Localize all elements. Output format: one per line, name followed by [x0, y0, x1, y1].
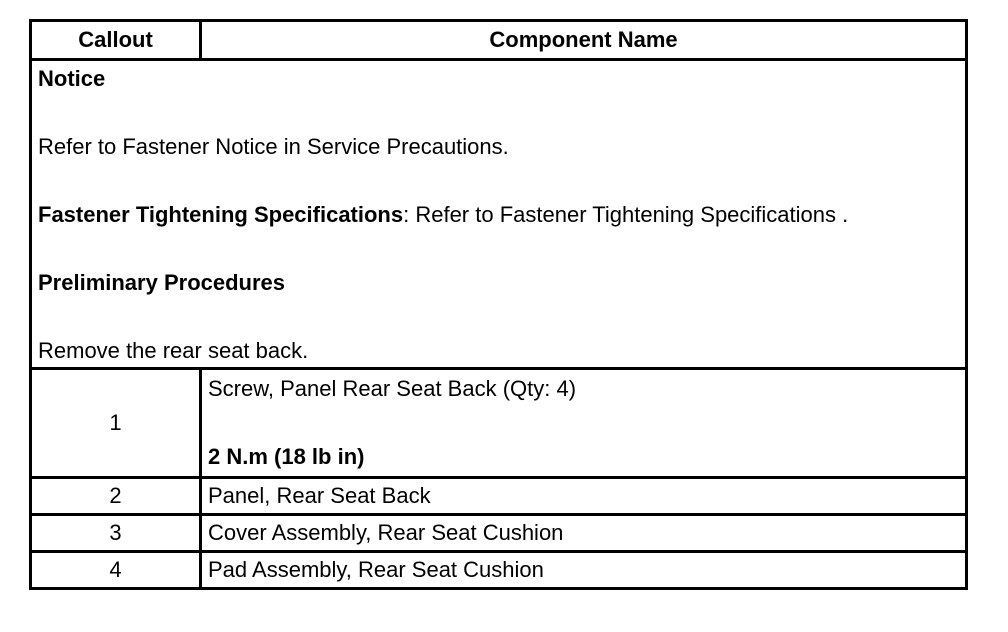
- component-table-wrapper: [29, 19, 968, 590]
- table-row: [31, 478, 967, 515]
- notice-cell: [31, 60, 967, 369]
- table-row: [31, 369, 967, 478]
- callout-cell: 4: [31, 552, 201, 589]
- component-table: [29, 19, 968, 590]
- fastener-spec-text: : Refer to Fastener Tightening Specifications .: [403, 202, 849, 227]
- preliminary-heading: Preliminary Procedures: [38, 270, 286, 295]
- header-callout: Callout: [31, 21, 201, 60]
- component-name: Cover Assembly, Rear Seat Cushion: [201, 515, 967, 552]
- header-row: [31, 21, 967, 60]
- fastener-spec-label: Fastener Tightening Specifications: [38, 202, 404, 227]
- callout-cell: 3: [31, 515, 201, 552]
- notice-text: Refer to Fastener Notice in Service Precautions.: [38, 134, 509, 159]
- component-name: Screw, Panel Rear Seat Back (Qty: 4): [208, 376, 577, 401]
- callout-cell: 1: [31, 369, 201, 478]
- fastener-spec-line: [38, 202, 959, 228]
- notice-row: [31, 60, 967, 369]
- component-name: Panel, Rear Seat Back: [201, 478, 967, 515]
- callout-cell: 2: [31, 478, 201, 515]
- header-component-name: Component Name: [201, 21, 967, 60]
- table-row: [31, 515, 967, 552]
- table-row: [31, 552, 967, 589]
- component-cell: [201, 369, 967, 478]
- component-name: Pad Assembly, Rear Seat Cushion: [201, 552, 967, 589]
- torque-spec: 2 N.m (18 lb in): [208, 444, 365, 469]
- notice-heading: Notice: [38, 66, 106, 91]
- preliminary-text: Remove the rear seat back.: [38, 338, 309, 363]
